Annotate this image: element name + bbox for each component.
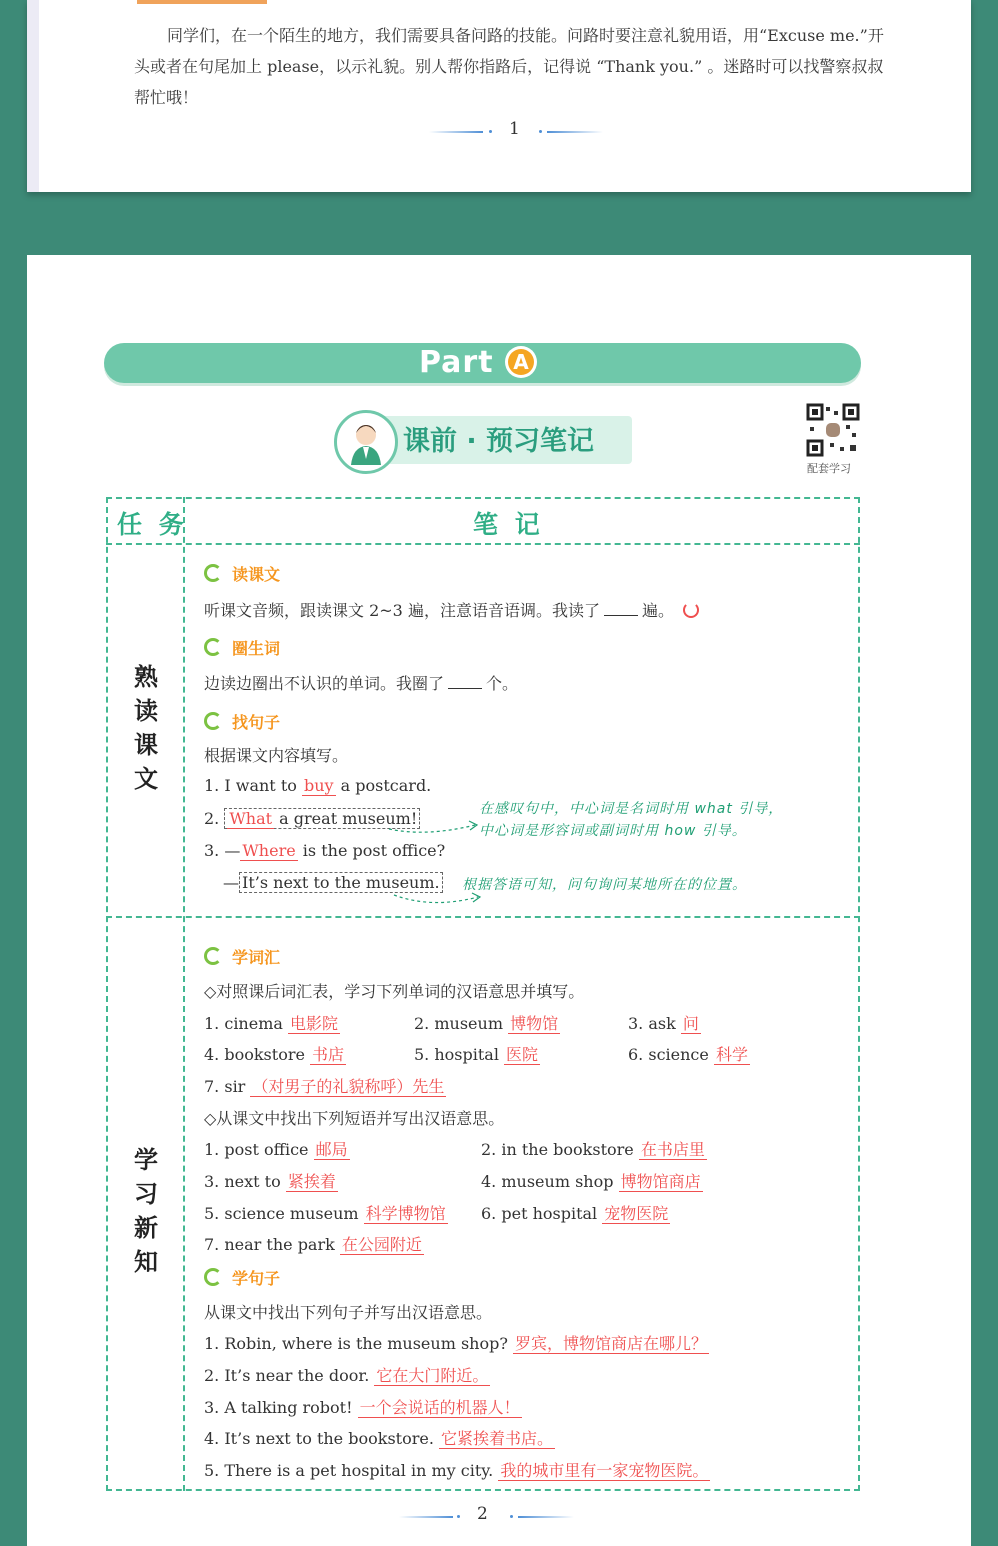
- learn-sentence: 2. It’s near the door. 它在大门附近。: [204, 1366, 489, 1385]
- vocab-item: 3. ask 问: [628, 1014, 699, 1033]
- teacher-avatar-icon: [334, 410, 398, 474]
- decorative-bar: [137, 0, 267, 4]
- grammar-note-exclamation: 在感叹句中，中心词是名词时用 what 引导， 中心词是形容词或副词时用 how 引导。: [479, 801, 784, 839]
- header-notes: 笔 记: [473, 510, 544, 539]
- refresh-icon: [204, 564, 222, 582]
- table-row-divider: [106, 916, 860, 918]
- table-column-divider: [183, 497, 185, 1491]
- page-number-line-left: [399, 1516, 453, 1518]
- page-number-dot: [539, 130, 542, 133]
- refresh-icon: [204, 1268, 222, 1286]
- read-text-line: 听课文音频，跟读课文 2~3 遍，注意语音语调。我读了 遍。: [204, 598, 699, 621]
- section-title: 课前 · 预习笔记: [403, 426, 595, 457]
- phrase-item: 3. next to 紧挨着: [204, 1172, 336, 1191]
- vocab-intro: ◇对照课后词汇表，学习下列单词的汉语意思并填写。: [204, 982, 585, 1001]
- part-letter-badge: [505, 346, 537, 378]
- part-label: Part: [419, 345, 494, 380]
- section-vocabulary: 学词汇: [204, 945, 280, 968]
- phrase-item: 6. pet hospital 宠物医院: [481, 1204, 669, 1223]
- page-number-dot: [457, 1515, 460, 1518]
- circle-count-blank[interactable]: [448, 688, 482, 689]
- workbook-page: [27, 255, 971, 1546]
- vocab-item: 1. cinema 电影院: [204, 1014, 339, 1033]
- phrase-item: 4. museum shop 博物馆商店: [481, 1172, 701, 1191]
- page-number-dot: [510, 1515, 513, 1518]
- page-number-line-right: [518, 1516, 574, 1518]
- page-spine: [27, 0, 39, 192]
- page-number: 1: [509, 119, 520, 139]
- grammar-note-where: 根据答语可知，问句询问某地所在的位置。: [462, 877, 747, 893]
- circle-words-line: 边读边圈出不认识的单词。我圈了 个。: [204, 674, 519, 693]
- vocab-item: 7. sir （对男子的礼貌称呼）先生: [204, 1077, 445, 1096]
- phrase-item: 5. science museum 科学博物馆: [204, 1204, 446, 1223]
- row-label-read-text: 熟 读 课 文: [134, 663, 158, 793]
- part-letter: A: [508, 349, 534, 375]
- find-sentence-1: 1. I want to buy a postcard.: [204, 776, 432, 795]
- vocab-item: 2. museum 博物馆: [414, 1014, 559, 1033]
- audio-icon[interactable]: [683, 602, 699, 618]
- read-count-blank[interactable]: [604, 615, 638, 616]
- vocab-item: 6. science 科学: [628, 1045, 748, 1064]
- learn-sentence: 5. There is a pet hospital in my city. 我的城市里有一家宠物医院。: [204, 1461, 709, 1480]
- previous-page: [27, 0, 971, 192]
- refresh-icon: [204, 712, 222, 730]
- learn-sentence: 1. Robin, where is the museum shop? 罗宾，博物馆商店在哪儿？: [204, 1334, 708, 1353]
- page-number: 2: [477, 1504, 488, 1524]
- header-task: 任 务: [117, 510, 188, 539]
- find-sentences-intro: 根据课文内容填写。: [204, 746, 349, 765]
- section-circle-words: 圈生词: [204, 636, 280, 659]
- phrase-item: 2. in the bookstore 在书店里: [481, 1140, 705, 1159]
- refresh-icon: [204, 638, 222, 656]
- phrase-item: 7. near the park 在公园附近: [204, 1235, 422, 1254]
- note-arrow-icon: [392, 891, 487, 915]
- row-label-learn-new: 学 习 新 知: [134, 1146, 158, 1276]
- page-number-line-right: [547, 131, 603, 133]
- qr-code-icon[interactable]: [806, 403, 860, 457]
- section-find-sentences: 找句子: [204, 710, 280, 733]
- learn-sentences-intro: 从课文中找出下列句子并写出汉语意思。: [204, 1303, 493, 1322]
- page-number-dot: [489, 130, 492, 133]
- note-arrow-icon: [387, 815, 482, 845]
- intro-paragraph: 同学们，在一个陌生的地方，我们需要具备问路的技能。问路时要注意礼貌用语，用“Excuse me.”开头或者在句尾加上 please，以示礼貌。别人帮你指路后，记得说 “Thank you.” 。迷路时可以找警察叔叔帮忙哦！: [134, 26, 884, 107]
- learn-sentence: 4. It’s next to the bookstore. 它紧挨着书店。: [204, 1429, 554, 1448]
- section-learn-sentences: 学句子: [204, 1266, 280, 1289]
- refresh-icon: [204, 947, 222, 965]
- vocab-item: 4. bookstore 书店: [204, 1045, 345, 1064]
- page-number-line-left: [429, 131, 483, 133]
- phrase-item: 1. post office 邮局: [204, 1140, 348, 1159]
- phrase-intro: ◇从课文中找出下列短语并写出汉语意思。: [204, 1109, 505, 1128]
- qr-code-label: 配套学习: [807, 462, 851, 475]
- find-sentence-3: 3. — Where is the post office?: [204, 841, 446, 860]
- vocab-item: 5. hospital 医院: [414, 1045, 539, 1064]
- find-sentence-3-answer: — It’s next to the museum.: [223, 873, 443, 892]
- table-header-divider: [106, 543, 860, 545]
- learn-sentence: 3. A talking robot! 一个会说话的机器人！: [204, 1398, 520, 1417]
- section-read-text: 读课文: [204, 562, 280, 585]
- find-sentence-2: 2. What a great museum!: [204, 809, 420, 828]
